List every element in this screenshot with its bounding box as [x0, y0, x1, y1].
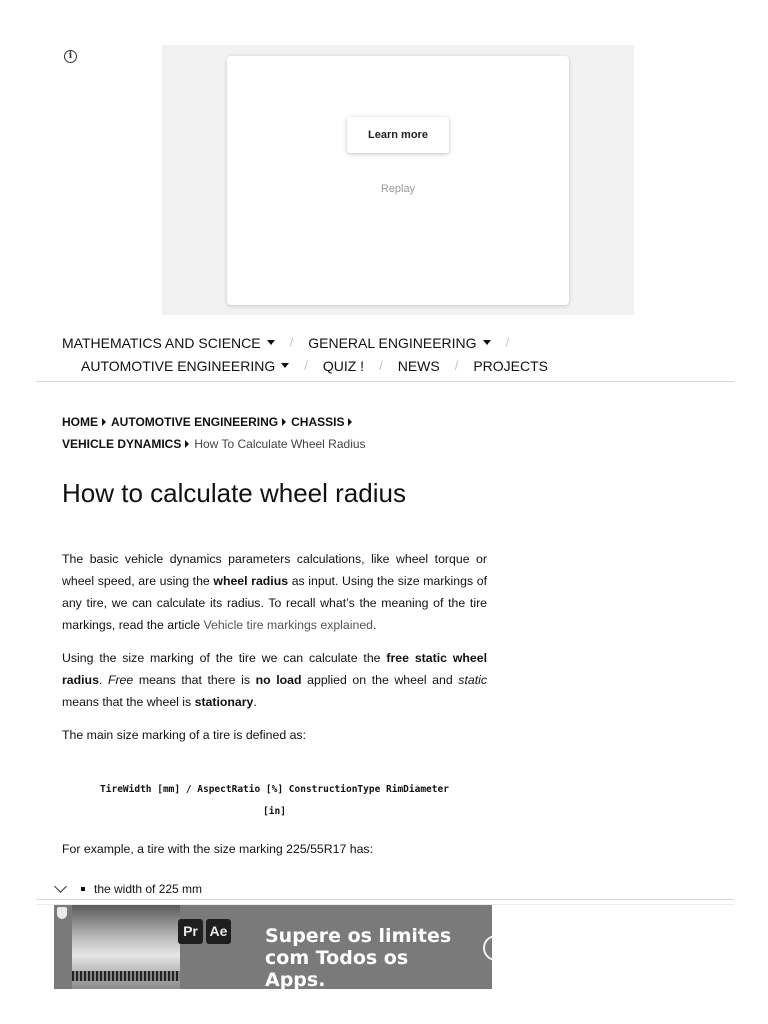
article-body [62, 548, 487, 746]
breadcrumb-automotive-engineering[interactable]: AUTOMOTIVE ENGINEERING [111, 415, 279, 429]
banner-cta-icon[interactable] [483, 935, 492, 961]
banner-photo [72, 905, 180, 989]
breadcrumb-vehicle-dynamics[interactable]: VEHICLE DYNAMICS [62, 437, 182, 451]
after-effects-app-icon: Ae [206, 919, 231, 944]
italic-text: static [458, 673, 487, 687]
bold-text: stationary [194, 695, 254, 709]
italic-text: Free [107, 673, 134, 687]
page-title: How to calculate wheel radius [62, 478, 406, 508]
premiere-app-icon: Pr [178, 919, 203, 944]
list-item [54, 879, 514, 899]
text: Using the size marking of the tire we can calculate the [62, 651, 387, 665]
nav-item-automotive-engineering[interactable] [81, 358, 289, 374]
code-line: [in] [263, 806, 286, 817]
caret-right-icon [348, 418, 352, 426]
bullet-icon [81, 887, 85, 891]
nav-item-mathematics-and-science[interactable] [62, 335, 275, 351]
divider [36, 899, 734, 900]
nav-row-1 [62, 333, 582, 352]
nav-divider [36, 381, 734, 382]
text: . [253, 695, 257, 709]
caret-right-icon [282, 418, 286, 426]
nav-item-general-engineering[interactable] [308, 335, 490, 351]
tire-markings-link[interactable]: Vehicle tire markings explained [203, 618, 373, 632]
nav-separator: / [289, 335, 294, 350]
text: as input. Using the size markings of any tire, we can calculate its radius. To recall what’s the meaning of the tire markings, read the article [62, 574, 487, 632]
chevron-down-icon[interactable] [54, 880, 67, 893]
nav-item-news[interactable]: NEWS [397, 357, 440, 374]
bold-text: free static wheel radius [62, 651, 487, 687]
text: means that the wheel is [62, 695, 195, 709]
caret-right-icon [102, 418, 106, 426]
text: . [373, 618, 377, 632]
list-item-text: the width of 225 mm [94, 882, 203, 896]
banner-line: Supere os limites [265, 925, 452, 947]
caret-down-icon [267, 340, 275, 345]
breadcrumb-home[interactable]: HOME [62, 415, 98, 429]
text: The basic vehicle dynamics parameters calculations, like wheel torque or wheel speed, are using the [62, 552, 487, 588]
nav-row-2 [62, 356, 582, 375]
code-block [62, 779, 487, 823]
ad-badge-icon[interactable] [57, 907, 67, 919]
nav-item-quiz[interactable]: QUIZ ! [322, 357, 365, 374]
nav-label: MATHEMATICS AND SCIENCE [62, 334, 261, 351]
text: applied on the wheel and [301, 673, 459, 687]
nav-separator: / [454, 358, 459, 373]
paragraph-intro [62, 548, 487, 636]
banner-line: com Todos os Apps. [265, 947, 409, 989]
breadcrumb-chassis[interactable]: CHASSIS [291, 415, 345, 429]
code-line: TireWidth [mm] / AspectRatio [%] ConstructionType RimDiameter [100, 784, 449, 795]
learn-more-button[interactable]: Learn more [347, 117, 449, 153]
main-nav [62, 333, 582, 379]
bold-text: no load [255, 673, 302, 687]
paragraph-example: For example, a tire with the size marking 225/55R17 has: [62, 842, 373, 856]
nav-separator: / [304, 358, 308, 373]
nav-label: AUTOMOTIVE ENGINEERING [81, 357, 276, 374]
banner-headline [265, 925, 475, 989]
caret-down-icon [281, 363, 289, 368]
nav-separator: / [505, 335, 510, 350]
text: means that there is [133, 673, 256, 687]
nav-item-projects[interactable]: PROJECTS [473, 357, 549, 374]
breadcrumb-current: How To Calculate Wheel Radius [194, 437, 366, 451]
paragraph-free-static [62, 647, 487, 713]
breadcrumb [62, 411, 502, 455]
info-icon[interactable]: i [64, 50, 77, 63]
replay-link[interactable]: Replay [380, 183, 416, 195]
nav-separator: / [379, 358, 383, 373]
bold-text: wheel radius [213, 574, 289, 588]
banner-ad[interactable] [54, 905, 492, 989]
caret-right-icon [185, 440, 189, 448]
text: . [98, 673, 108, 687]
paragraph-size-marking: The main size marking of a tire is defined as: [62, 728, 306, 742]
caret-down-icon [483, 340, 491, 345]
ad-card [227, 56, 569, 305]
nav-label: GENERAL ENGINEERING [308, 334, 477, 351]
